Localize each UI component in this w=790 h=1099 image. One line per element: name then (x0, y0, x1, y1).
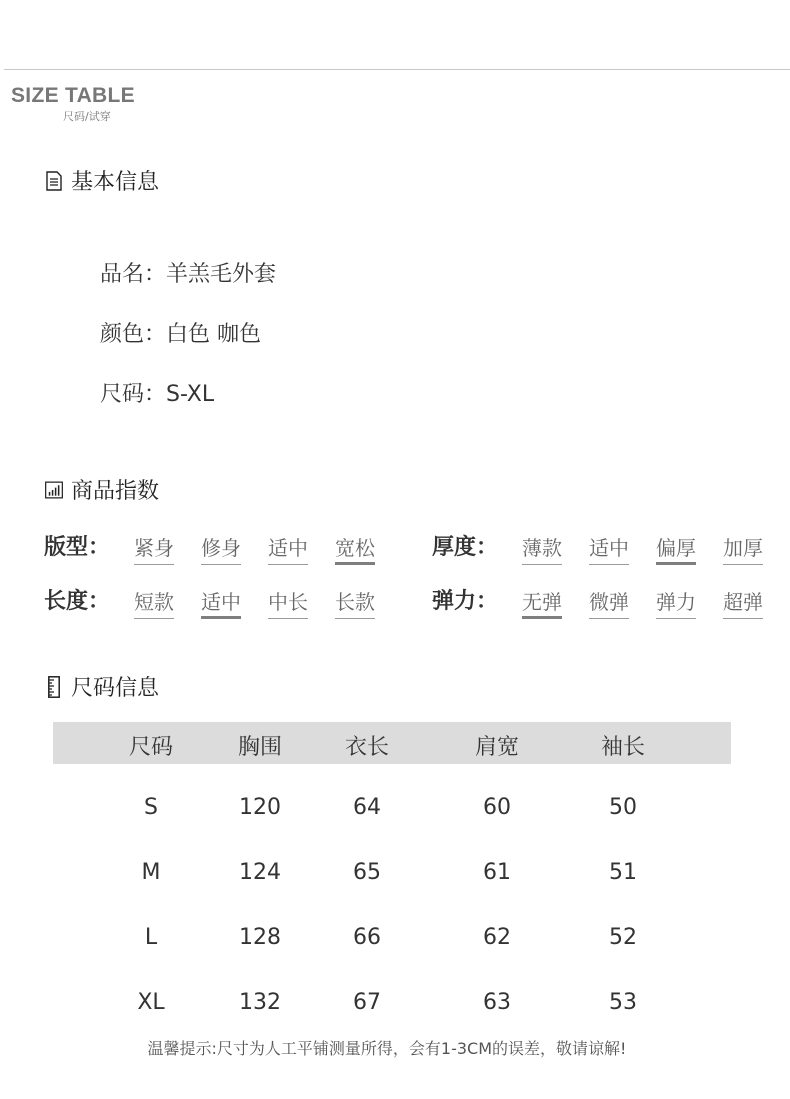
length-option: 长款 (335, 586, 375, 619)
basic-info-title: 基本信息 (71, 170, 160, 195)
table-cell: 61 (483, 860, 511, 885)
product-name: 品名：羊羔毛外套 (100, 262, 277, 287)
column-header: 胸围 (237, 735, 282, 760)
ruler-icon (45, 677, 63, 697)
signal-bars-icon (45, 480, 63, 500)
size-info-title: 尺码信息 (71, 676, 160, 701)
thickness-option: 薄款 (522, 532, 562, 565)
table-cell: 128 (239, 925, 281, 950)
length-option: 中长 (268, 586, 308, 619)
table-cell: 67 (353, 990, 381, 1015)
table-cell: L (144, 925, 158, 950)
elasticity-option: 超弹 (723, 586, 763, 619)
column-header: 衣长 (344, 735, 389, 760)
table-cell: 50 (609, 795, 637, 820)
elasticity-option: 微弹 (589, 586, 629, 619)
column-header: 尺码 (128, 735, 173, 760)
elasticity-option: 弹力 (656, 586, 696, 619)
thickness-option: 适中 (589, 532, 629, 565)
attribute-row-fit-thickness (44, 530, 784, 562)
product-index-heading (45, 474, 159, 505)
fit-label: 版型： (44, 535, 111, 560)
length-option-selected: 适中 (201, 586, 241, 619)
basic-info-heading (45, 165, 159, 196)
size-info-heading (45, 671, 159, 702)
document-icon (45, 171, 63, 191)
size-table-header (53, 722, 731, 764)
top-divider (4, 69, 790, 70)
table-cell: 66 (353, 925, 381, 950)
size-table-subtitle: 尺码/试穿 (63, 110, 111, 123)
table-cell: 132 (239, 990, 281, 1015)
table-cell: 60 (483, 795, 511, 820)
table-cell: 63 (483, 990, 511, 1015)
product-sizes: 尺码：S-XL (100, 382, 215, 407)
attribute-row-length-elasticity (44, 584, 784, 616)
column-header: 袖长 (600, 735, 645, 760)
fit-option-selected: 宽松 (335, 532, 375, 565)
thickness-option: 加厚 (723, 532, 763, 565)
thickness-label: 厚度： (432, 535, 499, 560)
table-cell: 120 (239, 795, 281, 820)
column-header: 肩宽 (474, 735, 519, 760)
elasticity-label: 弹力： (432, 589, 499, 614)
measurement-note: 温馨提示:尺寸为人工平铺测量所得，会有1-3CM的误差，敬请谅解! (147, 1039, 627, 1058)
product-index-title: 商品指数 (71, 479, 160, 504)
table-cell: S (144, 795, 158, 820)
fit-option: 适中 (268, 532, 308, 565)
thickness-option-selected: 偏厚 (656, 532, 696, 565)
product-colors: 颜色：白色 咖色 (100, 322, 261, 347)
table-cell: 51 (609, 860, 637, 885)
elasticity-option-selected: 无弹 (522, 586, 562, 619)
fit-option: 紧身 (134, 532, 174, 565)
table-cell: 64 (353, 795, 381, 820)
length-option: 短款 (134, 586, 174, 619)
size-table-title: SIZE TABLE (11, 84, 135, 107)
table-cell: 124 (239, 860, 281, 885)
table-cell: XL (137, 990, 165, 1015)
fit-option: 修身 (201, 532, 241, 565)
table-cell: 62 (483, 925, 511, 950)
table-cell: 53 (609, 990, 637, 1015)
table-cell: M (141, 860, 161, 885)
length-label: 长度： (44, 589, 111, 614)
table-cell: 65 (353, 860, 381, 885)
table-cell: 52 (609, 925, 637, 950)
